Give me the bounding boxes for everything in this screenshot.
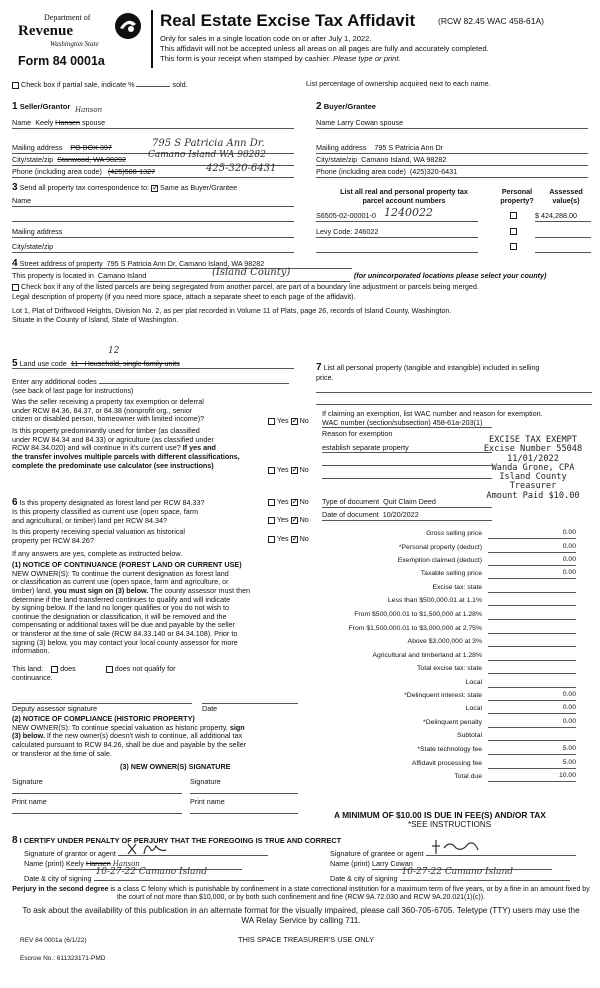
perjury-bold: Perjury in the second degree <box>12 886 109 893</box>
fee-value[interactable]: 5.00 <box>488 745 576 755</box>
n2-heading: (2) NOTICE OF COMPLIANCE (HISTORIC PROPERTY) <box>12 714 195 723</box>
q-historic-1: Is this property receiving special valuation as historical <box>12 527 185 536</box>
buyer-phone-label: Phone (including area code) <box>316 167 406 176</box>
sec3-city-field[interactable] <box>12 243 294 253</box>
partial-sale-checkbox[interactable] <box>12 82 19 89</box>
q1-line1: Was the seller receiving a property tax exemption or deferral <box>12 397 204 406</box>
grantee-name-label: Name (print) <box>330 859 370 868</box>
dept-line1: Department of <box>44 13 91 22</box>
q-timber <box>12 427 312 470</box>
stamp-line3: 11/01/2022 <box>507 453 559 464</box>
n1-c2: The county assessor must then <box>150 585 251 595</box>
q-current-use-2: and agricultural, or timber) land per RCW 84.34? <box>12 515 168 525</box>
n1-d: determine if the land transferred continues to qualify and will indicate <box>12 594 231 604</box>
historic-yes-checkbox[interactable] <box>268 536 275 543</box>
located-note: (for unincorporated locations please select your county) <box>353 271 547 280</box>
n3-heading: (3) NEW OWNER(S) SIGNATURE <box>120 762 231 771</box>
fee-value[interactable]: 0.00 <box>488 543 576 553</box>
n1-h: or transferor at the time of sale (RCW 84.33.140 or 84.34.108). Prior to <box>12 629 238 639</box>
seller-heading-text: Seller/Grantor <box>19 102 71 111</box>
q1-no-checkbox[interactable]: ✓ <box>291 415 299 425</box>
certify-heading-text: I CERTIFY UNDER PENALTY OF PERJURY THAT THE FOREGOING IS TRUE AND CORRECT <box>19 836 342 845</box>
dept-line3: Washington State <box>50 40 99 48</box>
fee-value[interactable] <box>488 596 576 606</box>
owner-print-2[interactable] <box>190 806 298 814</box>
stamp-line6: Amount Paid $10.00 <box>486 490 580 501</box>
q2-line5: complete the predominate use calculator (see instructions) <box>12 460 214 470</box>
buyer-name-field[interactable] <box>316 119 588 129</box>
fee-label: Local <box>465 705 482 712</box>
no-label: No <box>299 534 309 543</box>
parcel-h1b: parcel account numbers <box>362 195 446 205</box>
n1-f: continue the designation or classification, it will be removed and the <box>12 611 227 621</box>
current-use-yes-checkbox[interactable] <box>268 517 275 524</box>
print-label-2: Print name <box>190 797 225 806</box>
seller-mail-label: Mailing address <box>12 143 63 152</box>
rev-label: REV 84 0001a (6/1/22) <box>20 937 87 944</box>
exemption-note: If claiming an exemption, list WAC number and reason for exemption. <box>322 409 543 418</box>
parcel-1-handwritten: 1240022 <box>384 206 433 219</box>
fee-value[interactable] <box>488 731 576 741</box>
doc-date-label: Date of document <box>322 510 379 519</box>
q2-yes-checkbox[interactable] <box>268 467 275 474</box>
fee-value[interactable] <box>488 637 576 647</box>
fee-value[interactable]: 0.00 <box>488 704 576 714</box>
grantor-signature-mark <box>126 840 186 856</box>
fee-label: Excise tax: state <box>432 584 482 591</box>
grantor-sig-label: Signature of grantor or agent <box>24 849 116 858</box>
n2-a-bold: sign <box>229 722 245 732</box>
segregated-label: Check box if any of the listed parcels are being segregated from another parcel, are part of a boundary line adjustment or parcels being merged. <box>21 282 479 291</box>
street-address-label: Street address of property <box>19 259 103 268</box>
seller-name-label: Name <box>12 118 32 127</box>
grantor-name-value: Keely <box>65 859 84 868</box>
reason-label: Reason for exemption <box>322 429 393 438</box>
n1-b: or classification as current use (open space, farm and agriculture, or <box>12 577 229 587</box>
q-historic-2: property per RCW 84.26? <box>12 535 94 545</box>
grantee-date-row <box>330 867 570 884</box>
no-label: No <box>299 416 309 425</box>
fee-label: Above $3,000,000 at 3% <box>407 638 482 645</box>
n1-e: by signing below. If the land no longer qualifies or you do not wish to <box>12 603 229 613</box>
dor-emblem-icon <box>114 12 142 40</box>
q1-line3: citizen or disabled person, homeowner with limited income)? <box>12 414 205 424</box>
form-citation: (RCW 82.45 WAC 458-61A) <box>438 16 544 26</box>
fee-label: Total excise tax: state <box>417 665 482 672</box>
perjury-note <box>12 886 590 903</box>
grantor-date-hw: 10-27-22 Camano Island <box>95 867 208 877</box>
fee-label: Local <box>465 679 482 686</box>
segregated-checkbox[interactable] <box>12 284 19 291</box>
notice-compliance <box>12 715 307 758</box>
yes-label: Yes <box>276 465 289 474</box>
does-not-checkbox[interactable] <box>106 666 113 673</box>
wac-value: 458-61a-203(1) <box>432 418 483 427</box>
buyer-heading: 2 Buyer/Grantee <box>316 101 377 112</box>
fee-label: Less than $500,000.01 at 1.1% <box>387 597 482 604</box>
n2-d: or transferor at the time of sale. <box>12 748 112 758</box>
buyer-name-label: Name <box>316 118 336 127</box>
grantee-name-value: Larry Cowan <box>371 859 413 868</box>
treasurer-stamp <box>478 436 588 501</box>
yes-label: Yes <box>276 534 289 543</box>
parcel-1-personal-checkbox[interactable] <box>510 212 517 219</box>
q2-line4: the transfer involves multiple parcels with different classifications, <box>12 451 240 461</box>
sec3-city-label: City/state/zip <box>12 242 54 251</box>
stamp-line2: Excise Number 55048 <box>483 444 583 455</box>
form-number: Form 84 0001a <box>18 54 105 68</box>
street-address-value: 795 S Patricia Ann Dr, Camano Island, WA 98282 <box>106 259 265 268</box>
q-historic <box>12 528 185 545</box>
deputy-signature-line[interactable] <box>12 696 192 704</box>
sig-label-2: Signature <box>190 777 221 786</box>
q-forest-yesno <box>268 498 309 507</box>
fee-value[interactable]: 0.00 <box>488 718 576 728</box>
doc-date-field[interactable] <box>322 511 492 521</box>
does-not-label: does not qualify for <box>114 664 176 673</box>
sec3-heading: 3 Send all property tax correspondence to: ✓ Same as Buyer/Grantee <box>12 182 238 193</box>
grantor-date-row <box>24 867 264 884</box>
seller-phone-handwritten: 425-320-6431 <box>206 163 277 174</box>
seller-heading: 1 Seller/Grantor <box>12 101 71 112</box>
q-forest: 6 Is this property designated as forest land per RCW 84.33? <box>12 497 205 508</box>
legal-line2: Situate in the County of Island, State of Washington. <box>12 315 179 324</box>
grantor-signature-field[interactable] <box>118 848 268 856</box>
grantee-date-label: Date & city of signing <box>330 874 398 883</box>
parcel-h3b: value(s) <box>552 195 580 205</box>
print-label-1: Print name <box>12 797 47 806</box>
access-note: To ask about the availability of this publication in an alternate format for the visually impaired, please call 360-705-6705. Teletype (TTY) users may use the WA Relay Service by calling 711. <box>22 906 580 925</box>
parcel-1-value-text: $ 424,288.00 <box>535 211 577 220</box>
escrow-no: Escrow No.: 611323171-PMD <box>20 955 106 962</box>
fee-value[interactable] <box>488 651 576 661</box>
doc-type-label: Type of document <box>322 497 380 506</box>
doc-type-value: Quit Claim Deed <box>383 497 436 506</box>
q2-line3b: If yes and <box>182 443 216 453</box>
q-current-use <box>12 508 198 525</box>
header-sub3 <box>160 54 401 63</box>
fee-label: From $1,500,000.01 to $3,000,000 at 2.75% <box>348 625 482 632</box>
seller-city-struck: Stanwood, WA 98292 <box>57 155 127 164</box>
current-use-no-checkbox[interactable]: ✓ <box>291 514 299 524</box>
seller-city-handwritten: Camano Island WA 98282 <box>148 150 266 160</box>
reason-field[interactable] <box>322 444 492 453</box>
yes-label: Yes <box>276 497 289 506</box>
q2-no-checkbox[interactable]: ✓ <box>291 464 299 474</box>
seller-mail-handwritten: 795 S Patricia Ann Dr. <box>152 138 265 149</box>
seller-name-struck: Hansen <box>55 118 80 127</box>
parcel-header-numbers <box>316 188 492 205</box>
seller-city-label: City/state/zip <box>12 155 54 164</box>
parcel-row-3[interactable] <box>316 243 478 253</box>
sec3-label: Send all property tax correspondence to: <box>19 183 150 192</box>
parcel-header-assessed <box>540 188 592 205</box>
no-label: No <box>299 515 309 524</box>
parcel-3-value[interactable] <box>535 243 591 253</box>
q-current-use-1: Is this property classified as current use (open space, farm <box>12 507 199 516</box>
fee-label: Total due <box>454 773 482 780</box>
fee-label: *State technology fee <box>417 746 482 753</box>
sec7-label-text: List all personal property (tangible and intangible) included in selling <box>323 363 540 372</box>
grantor-name-label: Name (print) <box>24 859 64 868</box>
n1-g: compensating or additional taxes will be due and payable by the seller <box>12 620 235 630</box>
does-checkbox[interactable] <box>51 666 58 673</box>
deputy-sig-label: Deputy assessor signature <box>12 704 98 713</box>
segregated-row <box>12 283 479 292</box>
grantee-date-hw: 10-27-22 Camano Island <box>401 867 514 877</box>
seller-name-value: Keely <box>35 118 54 127</box>
fee-label: *Delinquent interest: state <box>404 692 482 699</box>
perjury-text: is a class C felony which is punishable by confinement in a state correctional institution for a maximum term of five years, or by a fine in an amount fixed by the court of not more than $10,000, or by both such confinement and fine (RCW 9A.72.030 and RCW 9A.20.021(1)(c)). <box>110 886 590 902</box>
additional-codes-field[interactable] <box>99 383 289 384</box>
q-current-use-yesno <box>268 516 309 525</box>
additional-codes-note: (see back of last page for instructions) <box>12 386 134 395</box>
parcel-h1: List all real and personal property tax <box>340 187 468 196</box>
stamp-line4: Wanda Grone, CPA <box>491 462 575 473</box>
personal-property-line2[interactable] <box>316 397 592 405</box>
fee-value[interactable]: 0.00 <box>488 556 576 566</box>
forest-yes-checkbox[interactable] <box>268 499 275 506</box>
grantor-name-hw: Hanson <box>112 860 140 868</box>
reason-value: establish separate property <box>322 443 409 452</box>
fee-label: Gross selling price <box>426 530 482 537</box>
parcel-row-2[interactable] <box>316 228 478 238</box>
same-as-buyer-checkbox[interactable]: ✓ <box>152 182 159 192</box>
continuance-label: continuance. <box>12 673 53 682</box>
parcel-2-value[interactable] <box>535 228 591 238</box>
fee-value[interactable] <box>488 610 576 620</box>
stamp-line1: EXCISE TAX EXEMPT <box>489 435 577 445</box>
yes-label: Yes <box>276 515 289 524</box>
additional-codes-label: Enter any additional codes <box>12 377 97 386</box>
treasurer-use: THIS SPACE TREASURER'S USE ONLY <box>238 935 375 944</box>
land-use-handwritten: 12 <box>108 346 120 356</box>
legal-label: Legal description of property (if you need more space, attach a separate sheet to each page of the affidavit). <box>12 292 356 301</box>
parcel-1-number: S6505-02-00001-0 <box>316 211 376 220</box>
parcel-1-value[interactable] <box>535 212 591 222</box>
dept-line2: Revenue <box>18 23 73 39</box>
fee-label: Affidavit processing fee <box>411 760 482 767</box>
parcel-h2: Personal <box>501 187 533 196</box>
historic-no-checkbox[interactable]: ✓ <box>291 533 299 543</box>
grantee-sig-label: Signature of grantee or agent <box>330 849 424 858</box>
n1-j: information. <box>12 646 50 656</box>
yes-label: Yes <box>276 416 289 425</box>
buyer-mail-label: Mailing address <box>316 143 367 152</box>
notice-continuance <box>12 561 307 656</box>
personal-property-line1[interactable] <box>316 385 592 393</box>
owner-signature-2[interactable] <box>190 786 298 794</box>
sec3-mail-label: Mailing address <box>12 227 63 236</box>
buyer-mail-value: 795 S Patricia Ann Dr <box>374 143 444 152</box>
header-sub3-italic: Please type or print. <box>333 54 401 63</box>
located-value: Camano Island <box>97 271 147 280</box>
partial-sale-row <box>12 79 188 90</box>
q2-yesno <box>268 466 309 475</box>
q2-line2: under RCW 84.34 and 84.33) or agriculture (as classified under <box>12 434 214 444</box>
levy-code: Levy Code: 246022 <box>316 227 379 236</box>
seller-phone-label: Phone (including area code) <box>12 167 102 176</box>
fee-label: Exemption claimed (deduct) <box>397 557 482 564</box>
q1-yesno <box>268 417 309 426</box>
land-use-label: Land use code <box>19 359 67 368</box>
fee-value[interactable]: 0.00 <box>488 691 576 701</box>
located-handwritten: (Island County) <box>212 267 291 278</box>
this-land-label: This land: <box>12 664 44 673</box>
buyer-city-value: Camano Island, WA 98282 <box>361 155 447 164</box>
buyer-phone-field[interactable] <box>316 168 588 178</box>
q-forest-label: Is this property designated as forest land per RCW 84.33? <box>19 498 205 507</box>
partial-sale-sold: sold. <box>172 80 188 89</box>
q-exemption <box>12 398 282 424</box>
form-title: Real Estate Excise Tax Affidavit <box>160 11 416 30</box>
sec3-name-line2[interactable] <box>12 212 294 222</box>
fee-value[interactable] <box>488 624 576 634</box>
seller-phone-struck: (425)508-1327 <box>107 167 156 176</box>
deputy-date-line[interactable] <box>202 696 298 704</box>
street-address-field[interactable]: 4 Street address of property 795 S Patricia Ann Dr, Camano Island, WA 98282 <box>12 258 352 269</box>
q2-line3: RCW 84.34.020) and will continue in it's current use? <box>12 443 181 453</box>
n1-c: timber) land, <box>12 585 52 595</box>
grantee-date-field[interactable] <box>400 867 570 881</box>
sec6-intro: If any answers are yes, complete as instructed below. <box>12 549 183 558</box>
reason-line2[interactable] <box>322 458 492 466</box>
fee-label: *Personal property (deduct) <box>398 544 482 551</box>
parcel-2-personal-checkbox[interactable] <box>510 228 517 235</box>
grantee-signature-field[interactable] <box>426 848 576 856</box>
n2-b2: If the new owner(s) doesn't wish to continue, all additional tax <box>46 731 243 741</box>
parcel-h2b: property? <box>500 195 534 205</box>
n2-c: calculated pursuant to RCW 84.26, shall be due and payable by the seller <box>12 739 247 749</box>
grantee-signature-mark <box>428 838 498 856</box>
seller-mail-struck: PO BOX 397 <box>70 143 112 152</box>
fee-value[interactable]: 0.00 <box>488 529 576 539</box>
n2-a: NEW OWNER(S): To continue special valuation as historic property, <box>12 722 228 732</box>
does-label: does <box>60 664 76 673</box>
doc-type-field[interactable] <box>322 498 492 508</box>
see-instructions: *SEE INSTRUCTIONS <box>408 820 492 829</box>
q1-yes-checkbox[interactable] <box>268 418 275 425</box>
n1-a: NEW OWNER(S): To continue the current designation as forest land <box>12 568 229 578</box>
reason-line3[interactable] <box>322 471 492 479</box>
seller-name-handwritten: Hanson <box>75 106 103 114</box>
grantor-name-struck: Hansen <box>85 859 111 868</box>
partial-sale-percent-field[interactable] <box>136 79 170 87</box>
seller-name-field[interactable] <box>12 119 294 129</box>
fee-label: Subtotal <box>457 732 482 739</box>
sec3-name-field[interactable] <box>12 197 294 207</box>
deputy-date-label: Date <box>202 704 218 713</box>
located-label: This property is located in <box>12 271 94 280</box>
parcel-header-personal <box>494 188 540 205</box>
sec3-same-label: Same as Buyer/Grantee <box>160 183 238 192</box>
min-fee-note: A MINIMUM OF $10.00 IS DUE IN FEE(S) AND/OR TAX <box>334 810 546 820</box>
fee-value[interactable] <box>488 664 576 674</box>
fee-label: *Delinquent penalty <box>423 719 482 726</box>
grantor-date-field[interactable] <box>94 867 264 881</box>
owner-signature-1[interactable] <box>12 786 182 794</box>
no-label: No <box>299 465 309 474</box>
wac-field[interactable] <box>322 419 492 428</box>
wac-label: WAC number (section/subsection) <box>322 418 431 427</box>
buyer-city-field[interactable] <box>316 156 588 166</box>
buyer-phone-value: (425)320-6431 <box>409 167 458 176</box>
parcel-3-personal-checkbox[interactable] <box>510 243 517 250</box>
header-sub2: This affidavit will not be accepted unless all areas on all pages are fully and accurately completed. <box>160 44 489 53</box>
doc-date-value: 10/20/2022 <box>382 510 419 519</box>
sec3-name-label: Name <box>12 196 32 205</box>
n1-heading: (1) NOTICE OF CONTINUANCE (FOREST LAND OR CURRENT USE) <box>12 560 242 569</box>
buyer-city-label: City/state/zip <box>316 155 358 164</box>
seller-name-after: spouse <box>81 118 106 127</box>
q-historic-yesno <box>268 535 309 544</box>
sec7-label: 7 List all personal property (tangible and intangible) included in selling price. <box>316 362 592 383</box>
n1-c-bold: you must sign on (3) below. <box>53 585 149 595</box>
fee-value[interactable] <box>488 678 576 688</box>
fee-value[interactable] <box>488 583 576 593</box>
grantee-sig-row <box>330 848 576 859</box>
forest-no-checkbox[interactable]: ✓ <box>291 496 299 506</box>
fee-value[interactable]: 10.00 <box>488 772 576 782</box>
partial-sale-label: Check box if partial sale, indicate % <box>21 80 135 89</box>
buyer-heading-text: Buyer/Grantee <box>323 102 377 111</box>
sec3-mail-field[interactable] <box>12 228 294 238</box>
n2-b: (3) below. <box>12 731 45 741</box>
dept-logo <box>18 8 146 56</box>
grantor-date-label: Date & city of signing <box>24 874 92 883</box>
ownership-note: List percentage of ownership acquired next to each name. <box>306 79 491 88</box>
fee-label: Taxable selling price <box>420 570 482 577</box>
legal-line1: Lot 1, Plat of Driftwood Heights, Division No. 2, as per plat recorded in Volume 11 of Plats, page 26, records of Island County, Washington. <box>12 306 452 315</box>
parcel-h3: Assessed <box>549 187 583 196</box>
n1-i: signing (3) below, you may contact your local county assessor for more <box>12 637 238 647</box>
stamp-line5: Island County Treasurer <box>499 472 567 492</box>
land-use-field[interactable]: 5 Land use code 11 - Household, single family units <box>12 358 294 369</box>
fee-label: From $500,000.01 to $1,500,000 at 1.28% <box>354 611 482 618</box>
land-use-struck: 11 - Household, single family units <box>70 359 180 368</box>
buyer-name-value: Larry Cowan spouse <box>337 118 404 127</box>
buyer-mail-field[interactable] <box>316 144 588 154</box>
fee-label: Agricultural and timberland at 1.28% <box>372 652 482 659</box>
fee-value[interactable]: 5.00 <box>488 759 576 769</box>
certify-heading: 8 I CERTIFY UNDER PENALTY OF PERJURY THAT THE FOREGOING IS TRUE AND CORRECT <box>12 835 342 846</box>
sig-label-1: Signature <box>12 777 43 786</box>
grantor-sig-row <box>24 848 268 859</box>
header-sub3-text: This form is your receipt when stamped by cashier. <box>160 54 331 63</box>
owner-print-1[interactable] <box>12 806 182 814</box>
header-sub1: Only for sales in a single location code on or after July 1, 2022. <box>160 34 372 43</box>
q1-line2: under RCW 84.36, 84.37, or 84.38 (nonprofit org., senior <box>12 405 193 415</box>
fee-value[interactable]: 0.00 <box>488 569 576 579</box>
header-divider <box>151 10 153 68</box>
sec7-label-text2: price. <box>316 373 334 382</box>
q2-line1: Is this property predominantly used for timber (as classified <box>12 426 200 435</box>
no-label: No <box>299 497 309 506</box>
